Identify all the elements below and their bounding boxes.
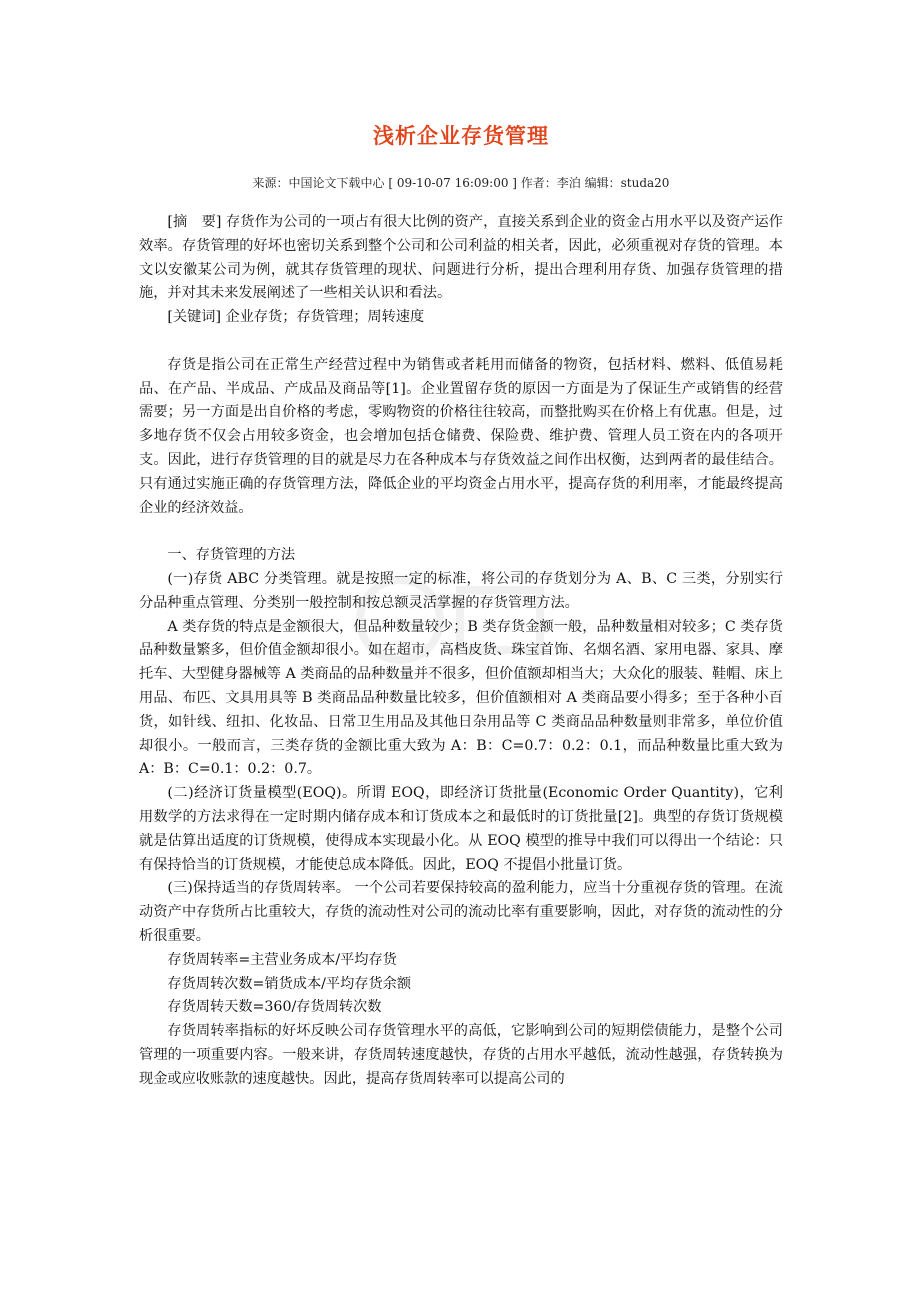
abstract-paragraph: [摘 要] 存货作为公司的一项占有很大比例的资产，直接关系到企业的资金占用水平以及资产运作效率。存货管理的好坏也密切关系到整个公司和公司利益的相关者，因此，必须重视对存货的管理。本文以安徽某公司为例，就其存货管理的现状、问题进行分析，提出合理利用存货、加强存货管理的措施，并对其未来发展阐述了一些相关认识和看法。 — [139, 214, 783, 302]
section-heading: 一、存货管理的方法 — [167, 547, 296, 564]
eoq-paragraph: (二)经济订货量模型(EOQ)。所谓 EOQ，即经济订货批量(Economic Order Quantity)，它利用数学的方法求得在一定时期内储存成本和订货成本之和最低时的订货批量[2]。典型的存货订货规模就是估算出适度的订货规模，使得成本实现最小化。从 EOQ 模型的推导中我们可以得出一个结论：只有保持恰当的订货规模，才能使总成本降低。因此，EOQ 不提倡小批量订货。 — [139, 785, 783, 873]
abc-intro-paragraph: (一)存货 ABC 分类管理。就是按照一定的标准，将公司的存货划分为 A、B、C 三类，分别实行分品种重点管理、分类别一般控制和按总额灵活掌握的存货管理方法。 — [139, 570, 783, 611]
abstract-section — [139, 211, 783, 330]
formula-line: 存货周转率=主营业务成本/平均存货 — [167, 951, 397, 968]
formula-line: 存货周转天数=360/存货周转次数 — [167, 999, 382, 1016]
document-page — [139, 118, 783, 1091]
intro-paragraph: 存货是指公司在正常生产经营过程中为销售或者耗用而储备的物资，包括材料、燃料、低值易耗品、在产品、半成品、产成品及商品等[1]。企业置留存货的原因一方面是为了保证生产或销售的经营需要；另一方面是出自价格的考虑，零购物资的价格往往较高，而整批购买在价格上有优惠。但是，过多地存货不仅会占用较多资金，也会增加包括仓储费、保险费、维护费、管理人员工资在内的各项开支。因此，进行存货管理的目的就是尽力在各种成本与存货效益之间作出权衡，达到两者的最佳结合。只有通过实施正确的存货管理方法，降低企业的平均资金占用水平，提高存货的利用率，才能最终提高企业的经济效益。 — [139, 356, 783, 516]
turnover-intro-paragraph: (三)保持适当的存货周转率。 一个公司若要保持较高的盈利能力，应当十分重视存货的管理。在流动资产中存货所占比重较大，存货的流动性对公司的流动比率有重要影响，因此，对存货的流动性的分析很重要。 — [139, 880, 783, 944]
article-title: 浅析企业存货管理 — [373, 123, 549, 148]
keywords-paragraph: [关键词] 企业存货；存货管理；周转速度 — [167, 309, 425, 326]
turnover-detail-paragraph: 存货周转率指标的好坏反映公司存货管理水平的高低，它影响到公司的短期偿债能力，是整个公司管理的一项重要内容。一般来讲，存货周转速度越快，存货的占用水平越低，流动性越强，存货转换为现金或应收账款的速度越快。因此，提高存货周转率可以提高公司的 — [139, 1023, 783, 1087]
abc-detail-paragraph: A 类存货的特点是金额很大，但品种数量较少；B 类存货金额一般，品种数量相对较多；C 类存货品种数量繁多，但价值金额却很小。如在超市，高档皮货、珠宝首饰、名烟名酒、家用电器、家具、摩托车、大型健身器械等 A 类商品的品种数量并不很多，但价值额却相当大；大众化的服装、鞋帽、床上用品、布匹、文具用具等 B 类商品品种数量比较多，但价值额相对 A 类商品要小得多；至于各种小百货，如针线、纽扣、化妆品、日常卫生用品及其他日杂用品等 C 类商品品种数量则非常多，单位价值却很小。一般而言，三类存货的金额比重大致为 A：B：C=0.7：0.2：0.1，而品种数量比重大致为 A：B：C=0.1：0.2：0.7。 — [139, 618, 783, 778]
spacer — [139, 330, 783, 354]
spacer — [139, 520, 783, 544]
article-meta: 来源：中国论文下载中心 [ 09-10-07 16:09:00 ] 作者：李泊 编辑：studa20 — [252, 176, 670, 190]
formula-line: 存货周转次数=销货成本/平均存货余额 — [167, 975, 412, 992]
